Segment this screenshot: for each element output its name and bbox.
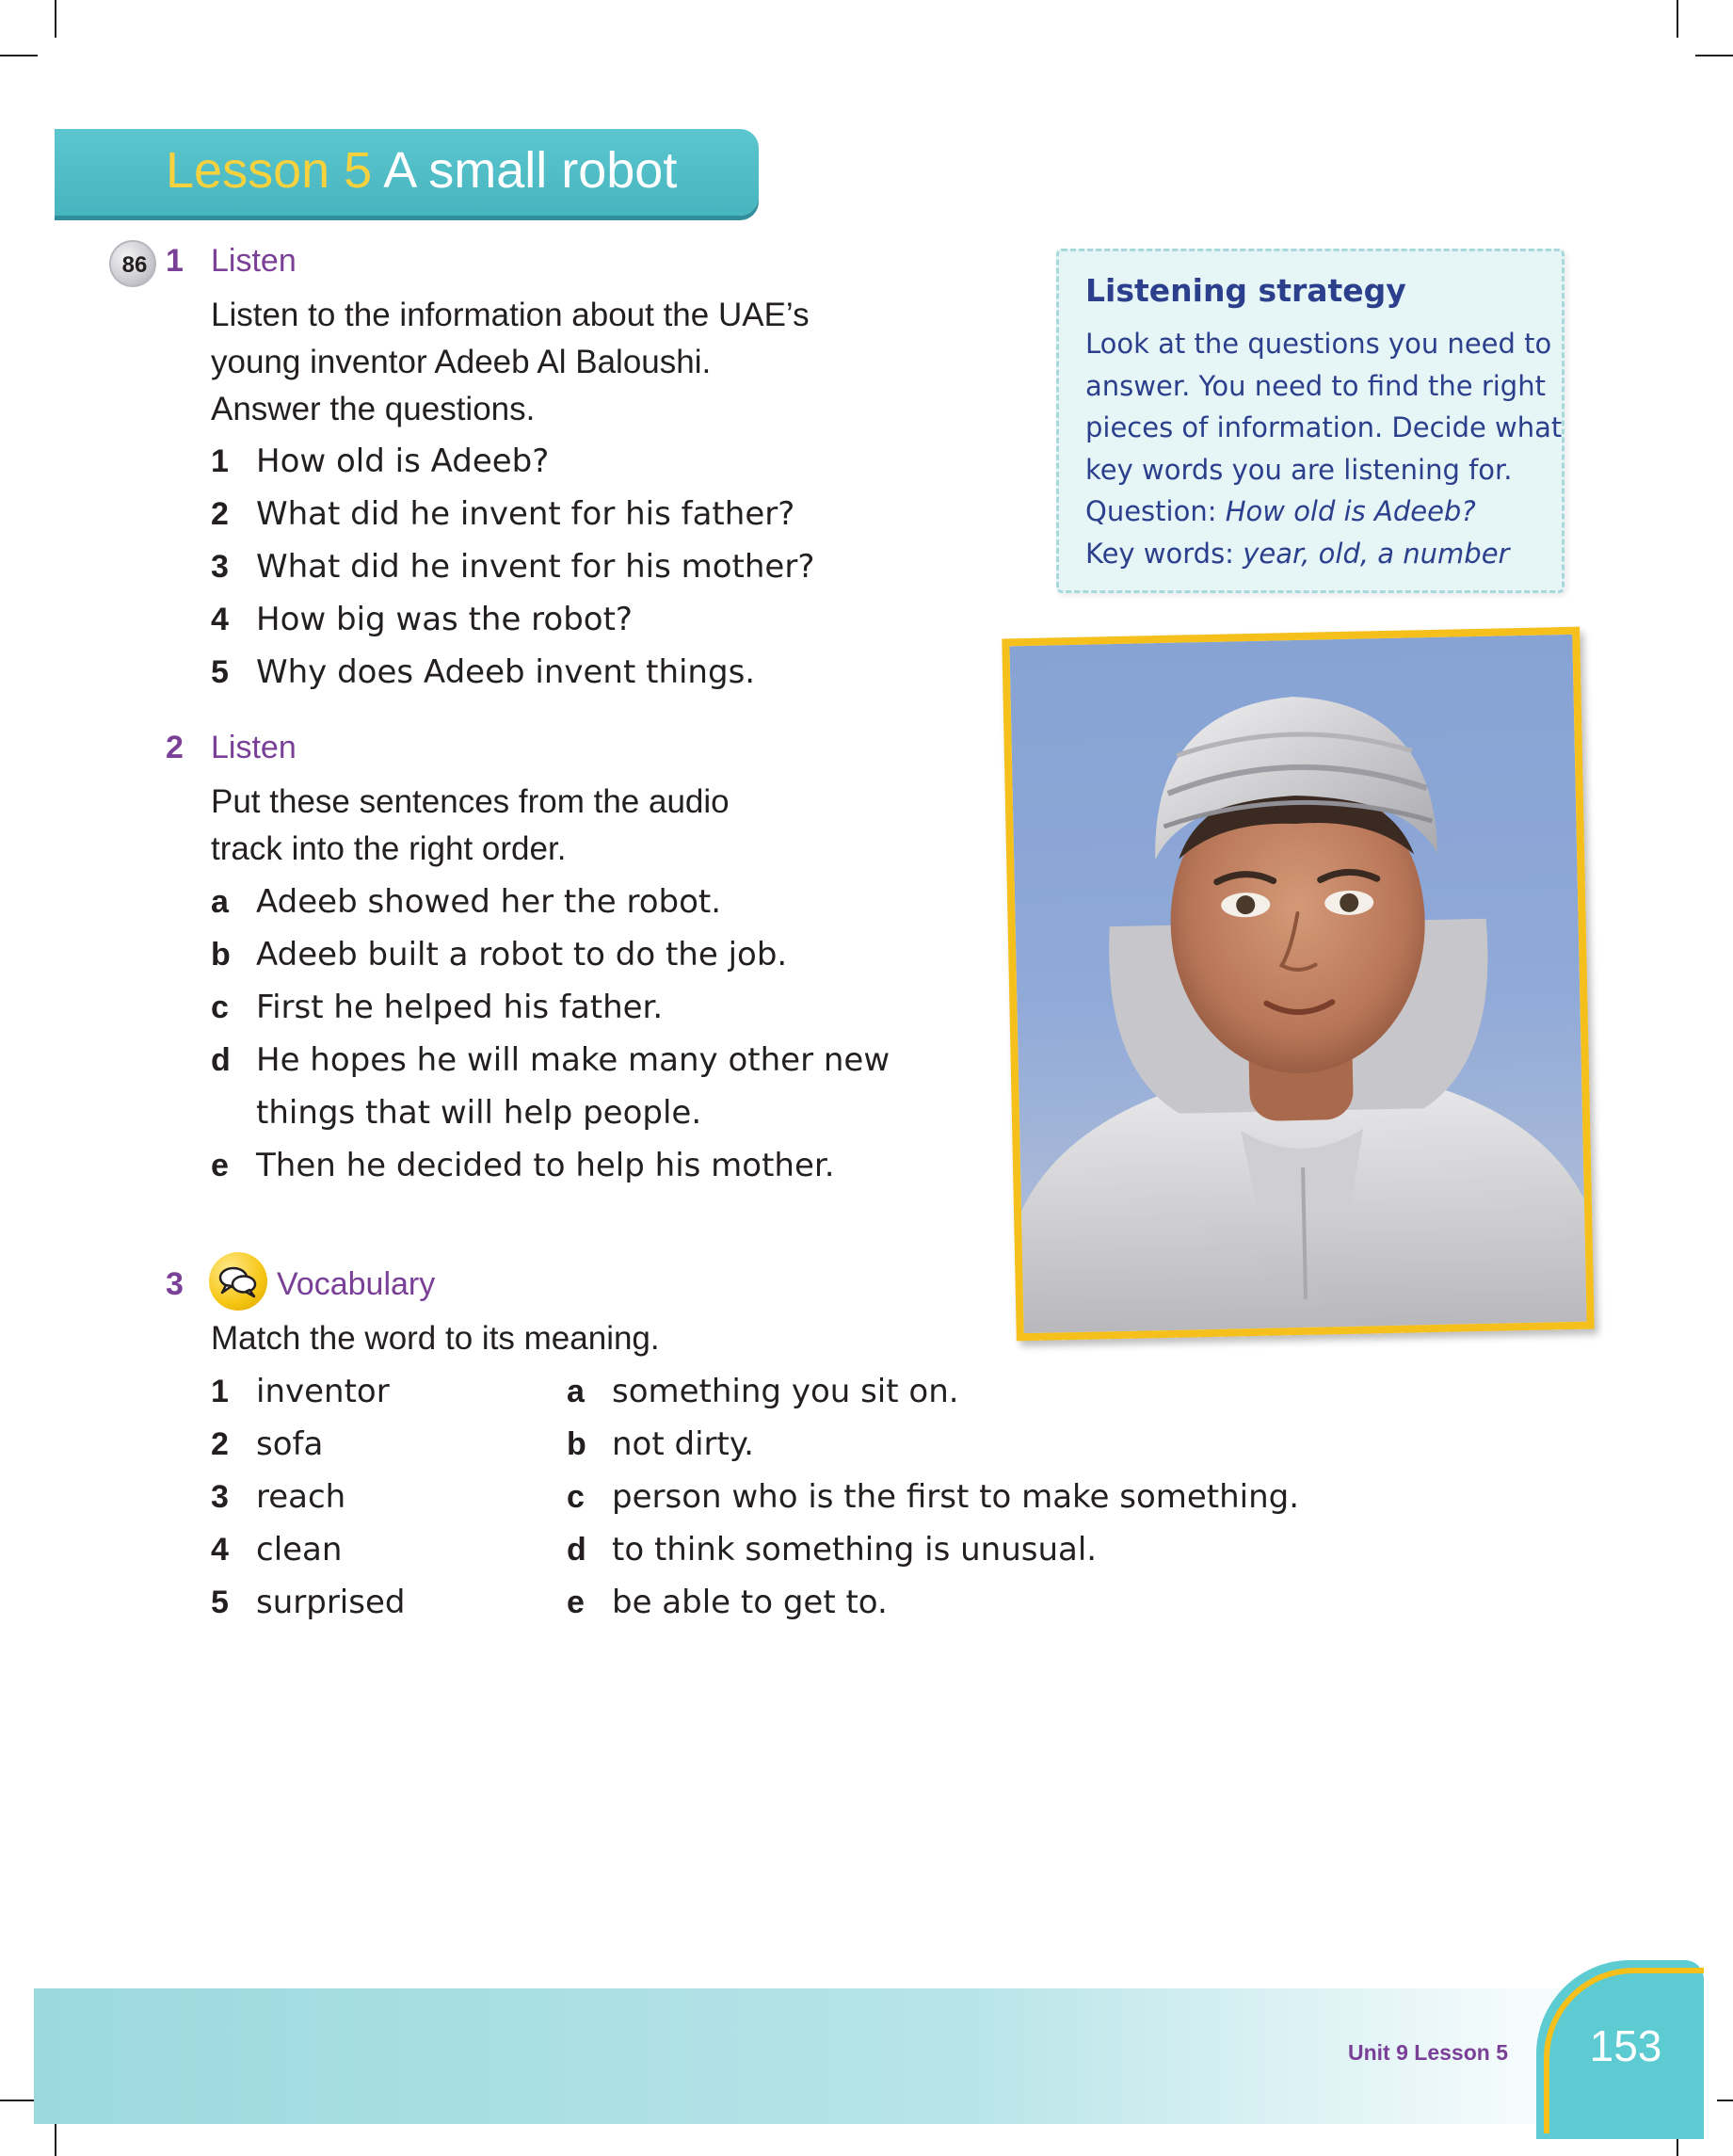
question-number: 2 (211, 496, 229, 532)
sentence-text: things that will help people. (256, 1094, 702, 1132)
footer-unit-label: Unit 9 Lesson 5 (1348, 2040, 1508, 2065)
meaning-item (567, 1523, 1299, 1576)
question-number: 5 (211, 654, 229, 690)
strategy-title: Listening strategy (1085, 272, 1406, 309)
meaning-text: not dirty. (612, 1425, 754, 1463)
crop-mark (1695, 55, 1733, 56)
question-example: How old is Adeeb? (1225, 495, 1476, 527)
meaning-letter: e (567, 1585, 585, 1620)
meaning-letter: b (567, 1426, 586, 1462)
sentence-text: He hopes he will make many other new (256, 1041, 891, 1079)
question-number: 4 (211, 602, 229, 637)
lesson-banner (55, 129, 759, 216)
question-text: How big was the robot? (256, 601, 633, 638)
sentence-text: Then he decided to help his mother. (256, 1147, 835, 1184)
strategy-line: key words you are listening for. (1085, 453, 1513, 486)
sentence-letter: e (211, 1148, 229, 1183)
question-item (211, 488, 814, 540)
crop-mark (0, 55, 38, 56)
instruction-line: Listen to the information about the UAE’s (211, 297, 810, 333)
crop-mark (55, 2118, 56, 2156)
meaning-item (567, 1365, 1299, 1418)
meaning-letter: d (567, 1532, 586, 1568)
adeeb-portrait (1002, 627, 1594, 1342)
portrait-illustration (1009, 635, 1586, 1333)
lesson-label: Lesson 5 (166, 142, 373, 199)
section-2-sentences (211, 876, 926, 1192)
section-2-heading: Listen (211, 730, 297, 765)
meaning-item (567, 1576, 1299, 1629)
meaning-letter: a (567, 1374, 585, 1409)
instruction-line: young inventor Adeeb Al Baloushi. (211, 344, 712, 380)
lesson-title (166, 140, 677, 201)
strategy-line: Look at the questions you need to (1085, 328, 1552, 360)
word-text: inventor (256, 1373, 390, 1410)
word-item (211, 1418, 405, 1471)
word-number: 1 (211, 1374, 229, 1409)
lesson-name: A small robot (383, 142, 678, 199)
instruction-line: Put these sentences from the audio (211, 783, 730, 820)
strategy-question-line (1085, 491, 1556, 533)
meaning-text: be able to get to. (612, 1584, 888, 1621)
section-1-instruction (211, 292, 926, 433)
sentence-text: Adeeb built a robot to do the job. (256, 936, 788, 973)
instruction-line: track into the right order. (211, 830, 567, 867)
meaning-item (567, 1471, 1299, 1523)
section-1-number: 1 (166, 243, 184, 279)
question-text: What did he invent for his mother? (256, 548, 815, 586)
audio-track-number: 86 (121, 252, 148, 278)
word-number: 4 (211, 1532, 229, 1568)
section-3-number: 3 (166, 1266, 184, 1302)
section-1-heading: Listen (211, 243, 297, 279)
sentence-item (211, 876, 926, 928)
question-item (211, 540, 814, 593)
strategy-keywords-line (1085, 533, 1556, 575)
word-item (211, 1471, 405, 1523)
crop-mark (1677, 0, 1678, 38)
crop-mark (55, 0, 56, 38)
word-number: 5 (211, 1585, 229, 1620)
section-2-number: 2 (166, 730, 184, 765)
sentence-item (211, 981, 926, 1034)
section-3-instruction: Match the word to its meaning. (211, 1320, 660, 1357)
word-number: 2 (211, 1426, 229, 1462)
speech-bubbles-glyph (209, 1252, 267, 1311)
keywords-label: Key words: (1085, 537, 1234, 570)
section-2-instruction (211, 779, 926, 873)
question-text: What did he invent for his father? (256, 495, 795, 533)
word-item (211, 1523, 405, 1576)
sentence-letter: c (211, 990, 229, 1025)
word-item (211, 1365, 405, 1418)
vocabulary-meanings (567, 1365, 1299, 1629)
speech-bubbles-icon (209, 1252, 267, 1311)
word-text: reach (256, 1478, 346, 1516)
section-3-heading: Vocabulary (277, 1266, 436, 1302)
sentence-item (211, 928, 926, 981)
word-text: surprised (256, 1584, 406, 1621)
sentence-item (211, 1034, 926, 1139)
sentence-letter: b (211, 937, 231, 973)
question-text: How old is Adeeb? (256, 442, 550, 480)
question-number: 3 (211, 549, 229, 585)
audio-cd-icon[interactable] (109, 240, 156, 287)
question-item (211, 593, 814, 646)
meaning-text: to think something is unusual. (612, 1531, 1098, 1569)
sentence-text: First he helped his father. (256, 989, 664, 1026)
keywords-example: year, old, a number (1243, 537, 1510, 570)
word-text: sofa (256, 1425, 324, 1463)
page-number: 153 (1589, 2021, 1662, 2070)
question-item (211, 435, 814, 488)
strategy-line: answer. You need to find the right (1085, 369, 1546, 402)
meaning-text: something you sit on. (612, 1373, 959, 1410)
question-label: Question: (1085, 495, 1217, 527)
section-1-questions (211, 435, 814, 699)
crop-mark (0, 2100, 38, 2101)
word-text: clean (256, 1531, 343, 1569)
sentence-letter: d (211, 1042, 231, 1078)
meaning-item (567, 1418, 1299, 1471)
meaning-text: person who is the first to make something. (612, 1478, 1300, 1516)
listening-strategy-box (1056, 249, 1565, 593)
sentence-text: Adeeb showed her the robot. (256, 883, 722, 921)
question-item (211, 646, 814, 699)
word-item (211, 1576, 405, 1629)
strategy-line: pieces of information. Decide what (1085, 411, 1563, 443)
strategy-body (1085, 323, 1563, 574)
vocabulary-words (211, 1365, 405, 1629)
question-number: 1 (211, 443, 229, 479)
word-number: 3 (211, 1479, 229, 1515)
meaning-letter: c (567, 1479, 585, 1515)
sentence-letter: a (211, 884, 229, 920)
instruction-line: Answer the questions. (211, 391, 536, 427)
sentence-item (211, 1139, 926, 1192)
question-text: Why does Adeeb invent things. (256, 653, 756, 691)
